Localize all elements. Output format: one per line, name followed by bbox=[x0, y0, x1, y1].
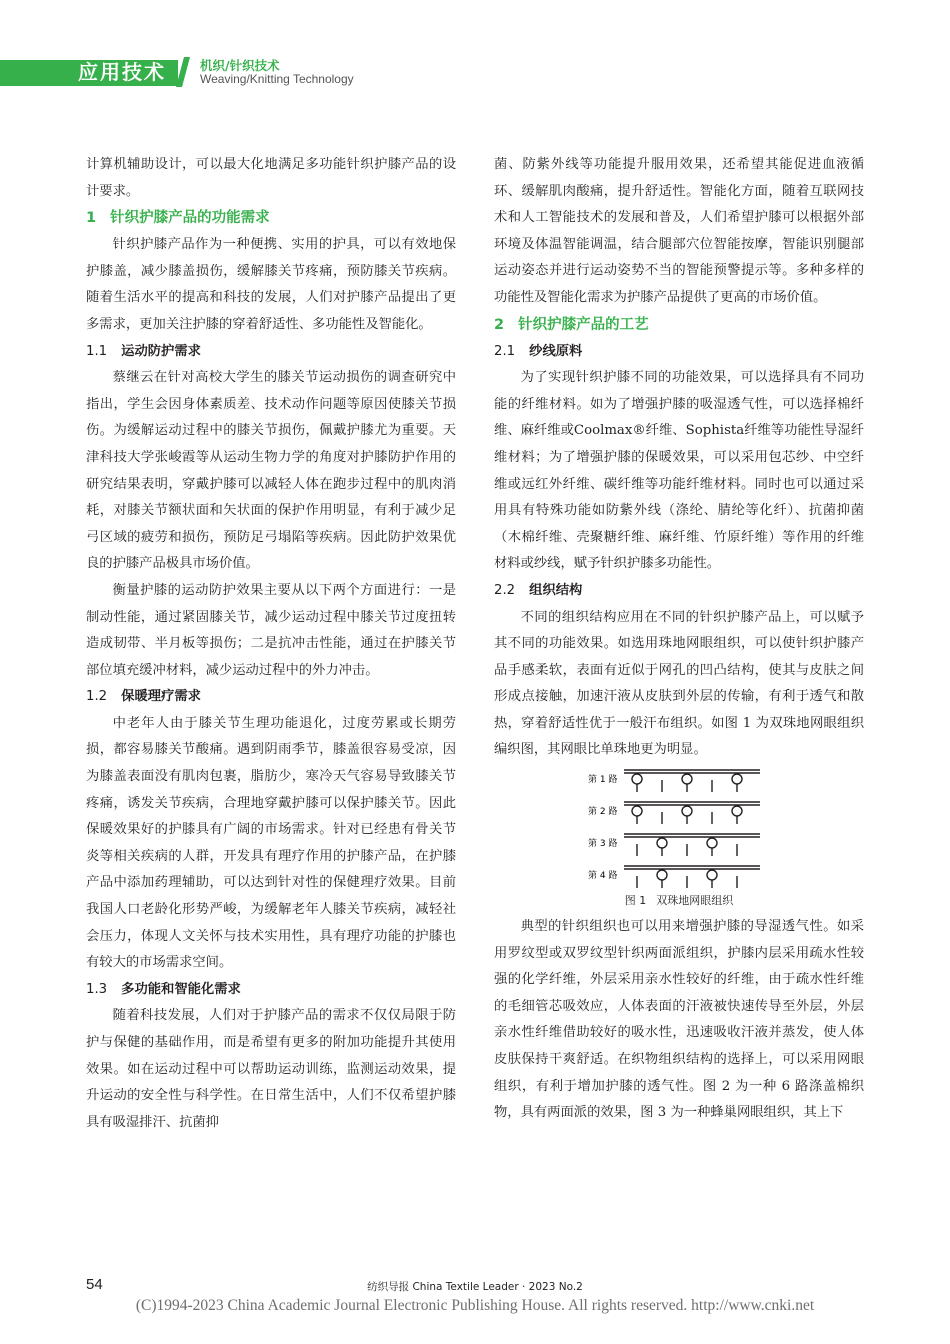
heading-text: 针织护膝产品的工艺 bbox=[518, 316, 649, 333]
paragraph: 衡量护膝的运动防护效果主要从以下两个方面进行：一是制动性能，通过紧固膝关节，减少运动过程中膝关节过度扭转造成韧带、半月板等损伤；二是抗冲击性能，通过在护膝关节部位填充缓冲材料，减少运动过程中的外力冲击。 bbox=[86, 582, 456, 678]
row-label: 第 3 路 bbox=[588, 839, 618, 850]
heading-number: 1.2 bbox=[86, 689, 108, 705]
knit-row-2 bbox=[624, 802, 760, 824]
paragraph: 随着科技发展，人们对于护膝产品的需求不仅仅局限于防护与保健的基础作用，而是希望有更多的附加功能提升其使用效果。如在运动过程中可以帮助运动训练，监测运动效果，提升运动的安全性与科学性。在日常生活中，人们不仅希望护膝具有吸湿排汗、抗菌抑 bbox=[86, 1008, 456, 1130]
knit-row-1 bbox=[624, 770, 760, 792]
heading-number: 1.1 bbox=[86, 343, 108, 359]
paragraph: 菌、防紫外线等功能提升服用效果，还希望其能促进血液循环、缓解肌肉酸痛，提升舒适性。智能化方面，随着互联网技术和人工智能技术的发展和普及，人们希望护膝可以根据外部环境及体温智能调温，结合腿部穴位智能按摩，智能识别腿部运动姿态并进行运动姿势不当的智能预警提示等。多种多样的功能性及智能化需求为护膝产品提供了更高的市场价值。 bbox=[494, 157, 864, 305]
heading-text: 运动防护需求 bbox=[121, 343, 201, 359]
figure-title: 双珠地网眼组织 bbox=[656, 894, 734, 908]
heading-text: 多功能和智能化需求 bbox=[121, 981, 241, 997]
knit-row-3 bbox=[624, 834, 760, 856]
row-label: 第 2 路 bbox=[588, 807, 618, 818]
heading-number: 2.1 bbox=[494, 343, 516, 359]
knit-row-4 bbox=[624, 866, 760, 888]
section-heading-2-1 bbox=[494, 339, 864, 366]
section-heading-2 bbox=[494, 312, 864, 339]
figure-number: 图 1 bbox=[624, 894, 647, 908]
heading-text: 纱线原料 bbox=[529, 343, 583, 359]
copyright-notice: (C)1994-2023 China Academic Journal Electronic Publishing House. All rights reserved. http://www.cnki.net bbox=[135, 1297, 815, 1314]
paragraph: 针织护膝产品作为一种便携、实用的护具，可以有效地保护膝盖，减少膝盖损伤，缓解膝关节疼痛，预防膝关节疾病。随着生活水平的提高和科技的发展，人们对护膝产品提出了更多需求，更加关注护膝的穿着舒适性、多功能性及智能化。 bbox=[86, 237, 456, 332]
paragraph: 不同的组织结构应用在不同的针织护膝产品上，可以赋予其不同的功能效果。如选用珠地网眼组织，可以使针织护膝产品手感柔软，表面有近似于网孔的凹凸结构，使其与皮肤之间形成点接触，加速汗液从皮肤到外层的传输，有利于透气和散热，穿着舒适性优于一般汗布组织。如图 1 为双珠地网眼组织编织图，其网眼比单珠地更为明显。 bbox=[494, 609, 864, 758]
subsection-title-cn: 机织/针织技术 bbox=[200, 58, 280, 73]
paragraph: 典型的针织组织也可以用来增强护膝的导湿透气性。如采用罗纹型或双罗纹型针织两面派组织，护膝内层采用疏水性较强的化学纤维，外层采用亲水性较好的纤维，由于疏水性纤维的毛细管芯吸效应，人体表面的汗液被快速传导至外层，外层亲水性纤维借助较好的吸水性，迅速吸收汗液并蒸发，使人体皮肤保持干爽舒适。在织物组织结构的选择上，可以采用网眼组织，有利于增加护膝的透气性。图 2 为一种 6 路涤盖棉织物，具有两面派的效果，图 3 为一种蜂巢网眼组织，其上下 bbox=[494, 919, 864, 1121]
row-label: 第 1 路 bbox=[588, 775, 618, 786]
right-column bbox=[494, 152, 864, 1127]
left-column bbox=[86, 152, 456, 1136]
heading-text: 组织结构 bbox=[529, 582, 583, 598]
heading-number: 2 bbox=[494, 316, 505, 333]
figure-caption bbox=[494, 890, 864, 912]
heading-number: 2.2 bbox=[494, 582, 516, 598]
paragraph: 为了实现针织护膝不同的功能效果，可以选择具有不同功能的纤维材料。如为了增强护膝的吸湿透气性，可以选择棉纤维、麻纤维或Coolmax®纤维、Sophista纤维等功能性导湿纤维材料；为了增强护膝的保暖效果，可以采用包芯纱、中空纤维或远红外纤维、碳纤维等功能纤维材料。同时也可以通过采用具有特殊功能如防紫外线（涤纶、腈纶等化纤）、抗菌抑菌（木棉纤维、壳聚糖纤维、麻纤维、竹原纤维）等作用的纤维材料或纱线，赋予针织护膝多功能性。 bbox=[494, 370, 864, 572]
section-heading-1-3 bbox=[86, 977, 456, 1004]
section-heading-1-2 bbox=[86, 684, 456, 711]
section-title: 应用技术 bbox=[78, 60, 166, 84]
header-slash-icon bbox=[176, 57, 190, 87]
row-label: 第 4 路 bbox=[588, 871, 618, 882]
section-heading-1-1 bbox=[86, 339, 456, 366]
paragraph: 计算机辅助设计，可以最大化地满足多功能针织护膝产品的设计要求。 bbox=[86, 157, 456, 199]
figure-1 bbox=[494, 764, 864, 914]
section-heading-1 bbox=[86, 205, 456, 232]
heading-text: 保暖理疗需求 bbox=[121, 689, 201, 705]
heading-number: 1 bbox=[86, 210, 97, 227]
section-heading-2-2 bbox=[494, 578, 864, 605]
heading-number: 1.3 bbox=[86, 981, 108, 997]
paragraph: 中老年人由于膝关节生理功能退化，过度劳累或长期劳损，都容易膝关节酸痛。遇到阴雨季节，膝盖很容易受凉，因为膝盖表面没有肌肉包裹，脂肪少，寒冷天气容易导致膝关节疼痛，诱发关节疾病，合理地穿戴护膝可以保护膝关节。因此保暖效果好的护膝具有广阔的市场需求。针对已经患有骨关节炎等相关疾病的人群，开发具有理疗作用的护膝产品，在护膝产品中添加药理辅助，可以达到针对性的保健理疗效果。目前我国人口老龄化形势严峻，为缓解老年人膝关节疾病，减轻社会压力，体现人文关怀与技术实用性，具有理疗功能的护膝也有较大的市场需求空间。 bbox=[86, 715, 456, 971]
journal-footer: 纺织导报 China Textile Leader · 2023 No.2 bbox=[367, 1281, 583, 1293]
subsection-title-en: Weaving/Knitting Technology bbox=[200, 72, 354, 86]
heading-text: 针织护膝产品的功能需求 bbox=[110, 210, 270, 227]
paragraph: 蔡继云在针对高校大学生的膝关节运动损伤的调查研究中指出，学生会因身体素质差、技术动作问题等原因使膝关节损伤。为缓解运动过程中的膝关节损伤，佩戴护膝尤为重要。天津科技大学张峻霞等从运动生物力学的角度对护膝防护作用的研究结果表明，穿戴护膝可以减轻人体在跑步过程中的肌肉消耗，对膝关节额状面和矢状面的保护作用明显，有利于减少足弓区域的疲劳和损伤，预防足弓塌陷等疾病。因此防护效果优良的护膝产品极具市场价值。 bbox=[86, 370, 456, 572]
page-number: 54 bbox=[86, 1276, 103, 1293]
